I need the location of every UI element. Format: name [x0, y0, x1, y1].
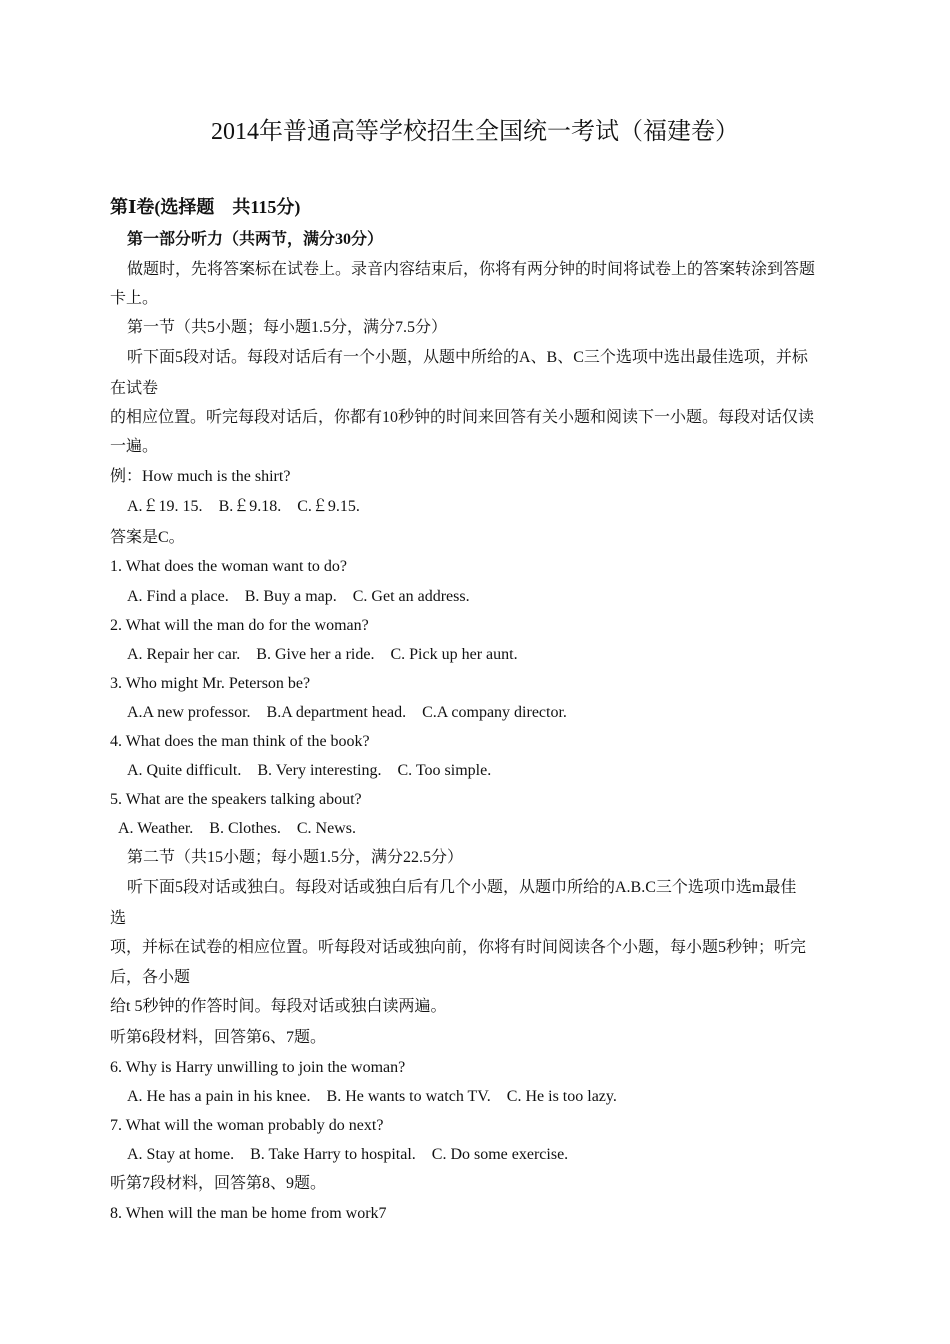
exam-title: 2014年普通高等学校招生全国统一考试（福建卷） — [211, 119, 739, 145]
question-6: 6. Why is Harry unwilling to join the woman? — [110, 1059, 406, 1076]
section2-instruction-line: 选 — [110, 910, 127, 927]
option: A. Weather. — [118, 820, 194, 837]
option: C.A company director. — [422, 704, 567, 721]
question-7: 7. What will the woman probably do next? — [110, 1117, 384, 1134]
option: B. He wants to watch TV. — [326, 1088, 491, 1105]
question-4-options — [127, 760, 867, 782]
option: C. News. — [296, 820, 356, 837]
option: B. Take Harry to hospital. — [250, 1146, 416, 1163]
section2-instruction-line: 项，并标在试卷的相应位置。听每段对话或独向前，你将有时间阅读各个小题，每小题5秒钟；听完 — [110, 939, 807, 956]
option: B. Very interesting. — [257, 762, 382, 779]
question-3-options — [127, 702, 867, 724]
option: C.￡9.15. — [297, 498, 360, 515]
option: B. Clothes. — [209, 820, 281, 837]
example-question: 例：How much is the shirt? — [110, 468, 291, 485]
question-7-options — [127, 1144, 867, 1166]
section2-instruction-line: 后，各小题 — [110, 969, 191, 986]
section2-instruction-line: 听下面5段对话或独白。每段对话或独白后有几个小题，从题巾所给的A.B.C三个选项巾选m最佳 — [127, 879, 797, 896]
option: B. Give her a ride. — [256, 646, 375, 663]
section-heading: 第Ⅰ卷(选择题 共115分) — [110, 197, 301, 217]
section1-instruction-line: 在试卷 — [110, 380, 159, 397]
question-2: 2. What will the man do for the woman? — [110, 617, 369, 634]
material-6-heading: 听第6段材料，回答第6、7题。 — [110, 1029, 327, 1046]
option: C. Pick up her aunt. — [390, 646, 518, 663]
question-1-options — [127, 586, 867, 608]
example-options — [127, 496, 867, 518]
question-5: 5. What are the speakers talking about? — [110, 791, 362, 808]
option: A. Repair her car. — [127, 646, 241, 663]
option: A. Find a place. — [127, 588, 229, 605]
option: A. Stay at home. — [127, 1146, 235, 1163]
section1-instruction-line: 听下面5段对话。每段对话后有一个小题，从题中所给的A、B、C三个选项中选出最佳选项，并标 — [127, 349, 808, 366]
section1-instruction-line: 一遍。 — [110, 438, 159, 455]
section2-title: 第二节（共15小题；每小题1.5分，满分22.5分） — [127, 849, 464, 866]
question-4: 4. What does the man think of the book? — [110, 733, 370, 750]
part1-instruction-line: 卡上。 — [110, 290, 159, 307]
question-3: 3. Who might Mr. Peterson be? — [110, 675, 311, 692]
option: A. Quite difficult. — [127, 762, 242, 779]
option: B. Buy a map. — [244, 588, 337, 605]
question-6-options — [127, 1086, 867, 1108]
option: A.￡19. 15. — [127, 498, 203, 515]
question-1: 1. What does the woman want to do? — [110, 558, 347, 575]
option: B.A department head. — [266, 704, 407, 721]
option: A. He has a pain in his knee. — [127, 1088, 311, 1105]
material-7-heading: 听第7段材料，回答第8、9题。 — [110, 1175, 327, 1192]
example-answer: 答案是C。 — [110, 529, 185, 546]
part1-heading: 第一部分听力（共两节，满分30分） — [127, 231, 384, 248]
section1-title: 第一节（共5小题；每小题1.5分，满分7.5分） — [127, 319, 448, 336]
question-5-options — [118, 818, 858, 840]
option: A.A new professor. — [127, 704, 251, 721]
option: C. Do some exercise. — [431, 1146, 569, 1163]
option: C. He is too lazy. — [506, 1088, 617, 1105]
section1-instruction-line: 的相应位置。听完每段对话后，你都有10秒钟的时间来回答有关小题和阅读下一小题。每段对话仅读 — [110, 409, 815, 426]
option: B.￡9.18. — [218, 498, 282, 515]
option: C. Too simple. — [397, 762, 492, 779]
part1-instruction-line: 做题时，先将答案标在试卷上。录音内容结束后，你将有两分钟的时间将试卷上的答案转涂到答题 — [127, 261, 816, 278]
question-2-options — [127, 644, 867, 666]
question-8: 8. When will the man be home from work7 — [110, 1205, 387, 1222]
section2-instruction-line: 给t 5秒钟的作答时间。每段对话或独白读两遍。 — [110, 998, 447, 1015]
option: C. Get an address. — [352, 588, 470, 605]
